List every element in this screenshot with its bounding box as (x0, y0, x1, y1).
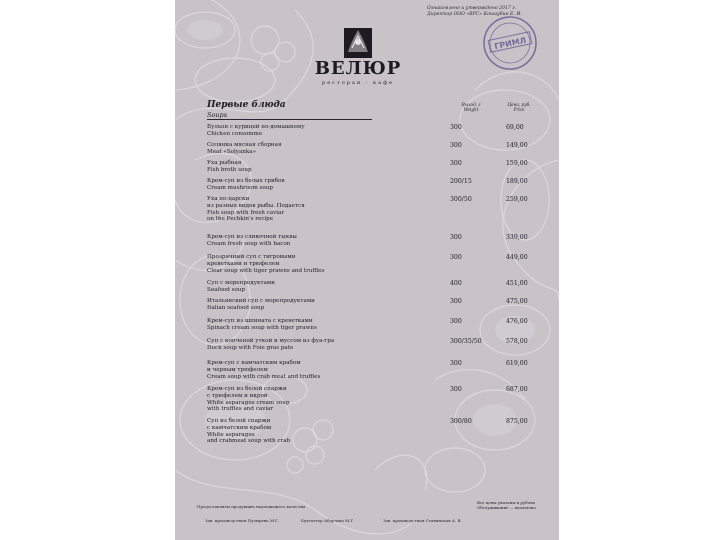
menu-item-description: Duck soup with Foie gras pate (207, 344, 294, 351)
menu-item-weight: 300 (450, 298, 462, 305)
menu-item (207, 338, 427, 352)
menu-item-price: 875,00 (506, 418, 528, 425)
menu-item-price: 149,00 (506, 142, 528, 149)
menu-item-name: Уха по-царски (207, 196, 250, 202)
menu-item-name: Суп с копченой уткой и муссом из фуа-гра (207, 338, 335, 344)
stamp-label: ГРИМЛ (493, 35, 528, 52)
menu-item-weight: 200/15 (450, 178, 472, 185)
restaurant-name: ВЕЛЮР (314, 58, 402, 79)
footer-signature-left: Зав. производством Пузырева М.Г. (205, 518, 280, 523)
menu-item-weight: 300 (450, 142, 462, 149)
menu-item-description: с камчатским крабом (207, 424, 272, 431)
menu-item-price: 449,00 (506, 254, 528, 261)
menu-item-price: 159,00 (506, 160, 528, 167)
menu-item-description: and crabmeat soup with crab (207, 438, 291, 445)
menu-item (207, 298, 427, 312)
menu-item-name: Крем-суп из белой спаржи (207, 386, 287, 392)
footer-signature-middle: Бухгалтер Абдулова М.Г. (301, 518, 355, 523)
menu-item-description: Chicken consomme (207, 130, 263, 137)
menu-item-description: с трюфелем и икрой (207, 392, 268, 399)
menu-item-description: Clear soup with tiger prawns and truffles (207, 267, 325, 274)
menu-item (207, 318, 427, 332)
menu-item (207, 178, 427, 192)
menu-item (207, 124, 427, 138)
menu-item (207, 280, 427, 294)
menu-item-description: with truffles and caviar (207, 406, 274, 413)
menu-item-weight: 300 (450, 124, 462, 131)
menu-item-price: 476,00 (506, 318, 528, 325)
menu-item-name: Бульон с курицей по-домашнему (207, 124, 305, 130)
footer-right-note: Все цены указаны в рублях Обслуживание — включено (477, 500, 536, 510)
menu-item (207, 254, 427, 274)
official-stamp (481, 14, 539, 72)
menu-item (207, 418, 427, 445)
footer-note: Предоставляем продукцию надлежащего качества (197, 504, 306, 509)
menu-item-price: 475,00 (506, 298, 528, 305)
menu-item-description: Spinach cream soup with tiger prawns (207, 324, 317, 331)
menu-item-price: 339,00 (506, 234, 528, 241)
menu-item-name: Суп с морепродуктами (207, 280, 276, 286)
menu-item-name: Крем-суп с камчатским крабом (207, 360, 301, 366)
menu-item-price: 687,00 (506, 386, 528, 393)
footer-signature-right: Зав. производством Ставинская А. В. (383, 518, 462, 523)
menu-item (207, 360, 427, 380)
menu-item-description: Meat «Solyanka» (207, 148, 257, 155)
menu-item-price: 259,00 (506, 196, 528, 203)
menu-item-price: 69,00 (506, 124, 524, 131)
menu-item-description: Cream fresh soup with bacon (207, 240, 291, 247)
menu-item-name: Крем-суп из белых грибов (207, 178, 285, 184)
menu-item-description: White asparagus (207, 431, 255, 438)
section-subtitle: Soups (207, 111, 228, 119)
approval-note: Ознакомлено и утверждено 2017 г. Директор ООО «ВРС» Коншубин Е. И. (427, 6, 522, 17)
menu-item-name: Крем-суп из шпината с креветками (207, 318, 313, 324)
menu-item-description: и черным трюфелем (207, 366, 268, 373)
menu-item-name: Уха рыбная (207, 160, 242, 166)
menu-item (207, 142, 427, 156)
weight-column-header: Выход, г Weight (461, 102, 481, 112)
menu-item-weight: 300 (450, 360, 462, 367)
menu-item (207, 196, 427, 223)
menu-item-description: креветками и трюфелем (207, 260, 280, 267)
menu-item-name: Солянка мясная сборная (207, 142, 282, 148)
menu-item-description: on the Pechkin's recipe (207, 216, 274, 223)
menu-item-description: Italian seafood soup (207, 304, 265, 311)
section-divider (207, 119, 372, 120)
menu-item-weight: 300 (450, 160, 462, 167)
restaurant-tagline: ресторан · кафе (322, 80, 394, 86)
menu-item-weight: 300/35/50 (450, 338, 482, 345)
menu-item-weight: 300 (450, 234, 462, 241)
menu-item-weight: 300/80 (450, 418, 472, 425)
menu-item (207, 386, 427, 413)
menu-item-name: Итальянский суп с морепродуктами (207, 298, 315, 304)
menu-item-weight: 300 (450, 318, 462, 325)
menu-item-description: Seafood soup (207, 286, 246, 293)
section-title: Первые блюда (207, 100, 286, 110)
menu-item (207, 234, 427, 248)
menu-item-description: Cream mushroom soup (207, 184, 273, 191)
menu-item (207, 160, 427, 174)
menu-item-weight: 300 (450, 254, 462, 261)
menu-item-name: Суп из белой спаржи (207, 418, 271, 424)
menu-item-weight: 400 (450, 280, 462, 287)
menu-item-name: Прозрачный суп с тигровыми (207, 254, 296, 260)
menu-item-weight: 300 (450, 386, 462, 393)
menu-item-description: Fish soup with fresh caviar (207, 209, 285, 216)
brand-logo-icon (342, 26, 374, 60)
menu-item-description: Fish broth soup (207, 166, 252, 173)
menu-item-price: 451,00 (506, 280, 528, 287)
menu-item-price: 619,00 (506, 360, 528, 367)
menu-item-price: 189,00 (506, 178, 528, 185)
price-column-header: Цена, руб. Price (507, 102, 531, 112)
menu-item-description: White asparagus cream soup (207, 399, 290, 406)
menu-item-name: Крем-суп из сливочной тыквы (207, 234, 297, 240)
menu-item-weight: 300/50 (450, 196, 472, 203)
menu-item-description: Cream soup with crab meat and truffles (207, 373, 321, 380)
menu-page (175, 0, 559, 540)
menu-item-description: из разных видов рыбы. Подается (207, 202, 305, 209)
menu-item-price: 578,00 (506, 338, 528, 345)
